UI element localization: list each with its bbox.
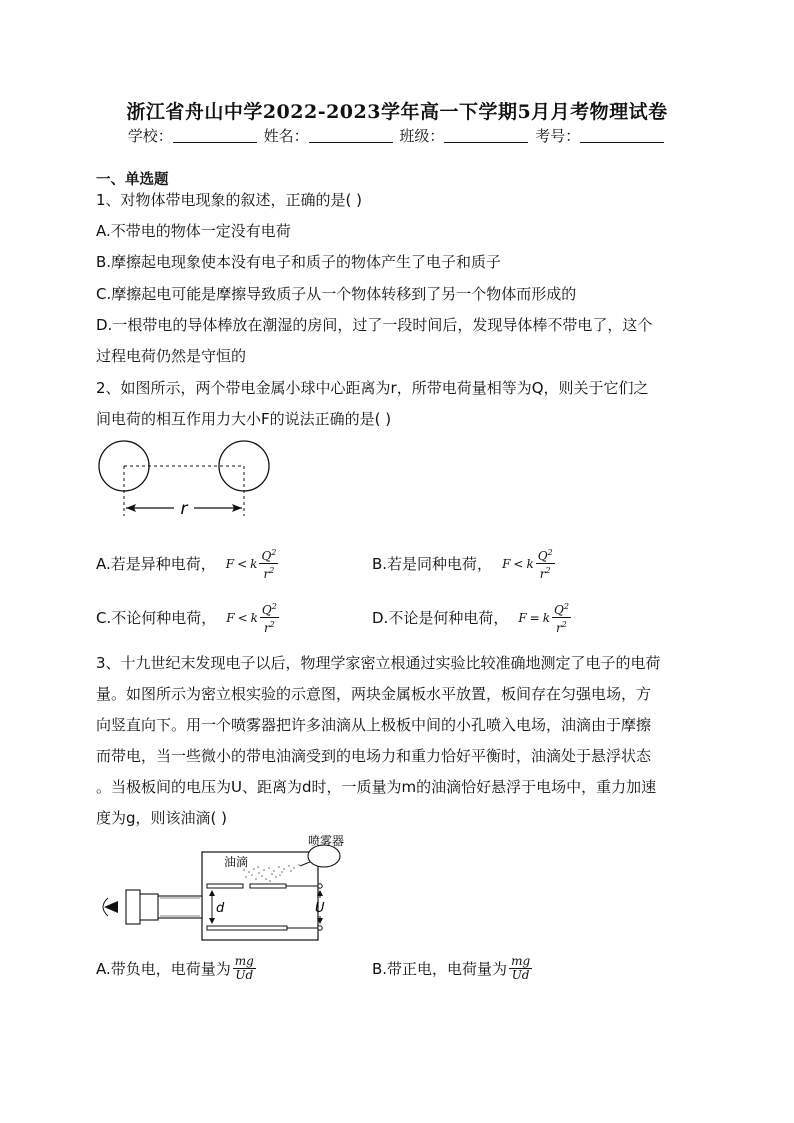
q3-line1: 3、十九世纪末发现电子以后，物理学家密立根通过实验比较准确地测定了电子的电荷 xyxy=(96,654,661,672)
q1-option-b: B.摩擦起电现象使本没有电子和质子的物体产生了电子和质子 xyxy=(96,253,502,271)
q2-option-d: D.不论是何种电荷， F = k $\frac{Q^2}{r^2}$ xyxy=(372,602,569,635)
q2-option-a: A.若是异种电荷， F < k $\frac{Q^2}{r^2}$ xyxy=(96,548,277,581)
number-label: 考号： xyxy=(535,127,581,145)
q3-line2: 量。如图所示为密立根实验的示意图，两块金属板水平放置，板间存在匀强电场，方 xyxy=(96,685,652,703)
q2-option-b: B.若是同种电荷， F < k $\frac{Q^2}{r^2}$ xyxy=(372,548,553,581)
q3-line5: 。当极板间的电压为U、距离为d时，一质量为m的油滴恰好悬浮于电场中，重力加速 xyxy=(96,778,657,796)
formula-b: F < k $\frac{Q^2}{r^2}$ xyxy=(502,548,553,581)
q3-line6: 度为g，则该油滴( ) xyxy=(96,809,227,827)
upper-plate-left xyxy=(207,884,243,888)
number-field[interactable] xyxy=(580,128,664,143)
student-info-line xyxy=(0,125,794,146)
fraction-b: $\frac{mg}{Ud}$ xyxy=(511,954,531,982)
q3-figure-millikan-apparatus xyxy=(94,832,364,944)
school-field[interactable] xyxy=(173,128,257,143)
q2-stem-line2: 间电荷的相互作用力大小F的说法正确的是( ) xyxy=(96,410,392,428)
q2-option-c: C.不论何种电荷， F < k $\frac{Q^2}{r^2}$ xyxy=(96,602,277,635)
voltage-label: U xyxy=(315,901,325,916)
q1-option-d: D.一根带电的导体棒放在潮湿的房间，过了一段时间后，发现导体棒不带电了，这个 xyxy=(96,316,653,334)
sprayer-bulb xyxy=(308,845,340,867)
formula-a: F < k $\frac{Q^2}{r^2}$ xyxy=(225,548,277,581)
q3-option-b: B.带正电，电荷量为 $\frac{mg}{Ud}$ xyxy=(372,954,531,982)
q3-line4: 而带电，当一些微小的带电油滴受到的电场力和重力恰好平衡时，油滴处于悬浮状态 xyxy=(96,747,652,765)
school-label: 学校： xyxy=(127,127,173,145)
name-label: 姓名： xyxy=(263,127,309,145)
microscope xyxy=(126,890,202,924)
q1-option-a: A.不带电的物体一定没有电荷 xyxy=(96,222,291,240)
eye-icon xyxy=(103,898,118,916)
plate-distance-label: d xyxy=(216,901,225,916)
lower-plate xyxy=(207,926,287,930)
distance-label: r xyxy=(180,499,188,519)
q1-option-c: C.摩擦起电可能是摩擦导致质子从一个物体转移到了另一个物体而形成的 xyxy=(96,285,577,303)
name-field[interactable] xyxy=(309,128,393,143)
oil-droplets xyxy=(243,864,300,882)
q1-option-d-cont: 过程电荷仍然是守恒的 xyxy=(96,347,247,365)
page-title: 浙江省舟山中学2022-2023学年高一下学期5月月考物理试卷 xyxy=(126,101,668,123)
section-heading: 一、单选题 xyxy=(96,172,169,188)
class-label: 班级： xyxy=(399,127,445,145)
class-field[interactable] xyxy=(444,128,528,143)
q2-stem-line1: 2、如图所示，两个带电金属小球中心距离为r，所带电荷量相等为Q，则关于它们之 xyxy=(96,379,649,397)
upper-plate-right xyxy=(250,884,286,888)
oil-drop-label: 油滴 xyxy=(224,855,249,869)
formula-d: F = k $\frac{Q^2}{r^2}$ xyxy=(518,602,569,635)
sprayer-label: 喷雾器 xyxy=(308,834,345,848)
q1-stem: 1、对物体带电现象的叙述，正确的是( ) xyxy=(96,191,363,209)
q3-line3: 向竖直向下。用一个喷雾器把许多油滴从上极板中间的小孔喷入电场，油滴由于摩擦 xyxy=(96,716,652,734)
q2-figure-two-spheres xyxy=(96,436,276,532)
formula-c: F < k $\frac{Q^2}{r^2}$ xyxy=(226,602,277,635)
q3-option-a: A.带负电，电荷量为 $\frac{mg}{Ud}$ xyxy=(96,954,254,982)
fraction-a: $\frac{mg}{Ud}$ xyxy=(234,954,254,982)
